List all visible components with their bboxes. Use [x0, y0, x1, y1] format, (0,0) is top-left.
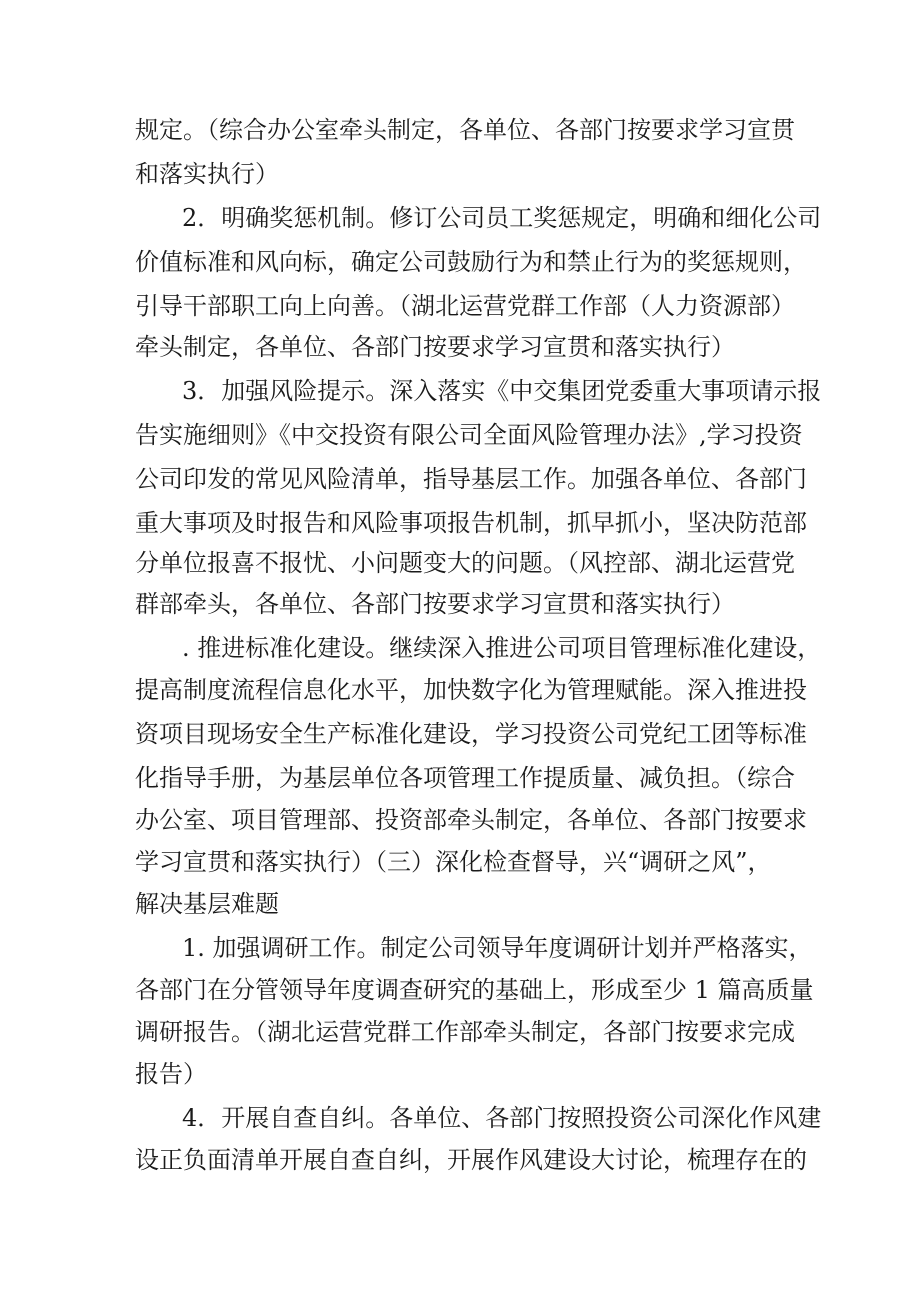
text-line: 牵头制定，各单位、各部门按要求学习宣贯和落实执行）: [135, 333, 735, 361]
text-line: 学习宣贯和落实执行）（三）深化检查督导，兴“调研之风”，: [135, 848, 772, 876]
text-line: 调研报告。（湖北运营党群工作部牵头制定，各部门按要求完成: [135, 1018, 795, 1046]
text-line: 资项目现场安全生产标准化建设，学习投资公司党纪工团等标准: [135, 720, 807, 748]
text-line: 分单位报喜不报忧、小问题变大的问题。（风控部、湖北运营党: [135, 549, 795, 577]
text-line: 2．明确奖惩机制。修订公司员工奖惩规定，明确和细化公司: [182, 204, 822, 232]
text-line: 报告）: [135, 1060, 207, 1088]
text-line: 提高制度流程信息化水平，加快数字化为管理赋能。深入推进投: [135, 676, 807, 704]
text-line: 4．开展自查自纠。各单位、各部门按照投资公司深化作风建: [182, 1104, 822, 1132]
text-line: 引导干部职工向上向善。（湖北运营党群工作部（人力资源部）: [135, 292, 795, 320]
text-line: 各部门在分管领导年度调查研究的基础上，形成至少 1 篇高质量: [135, 976, 814, 1004]
text-line: 告实施细则》《中交投资有限公司全面风险管理办法》,学习投资: [135, 421, 803, 449]
text-line: 价值标准和风向标，确定公司鼓励行为和禁止行为的奖惩规则，: [135, 248, 807, 276]
text-line: 设正负面清单开展自查自纠，开展作风建设大讨论，梳理存在的: [135, 1146, 807, 1174]
text-line: 公司印发的常见风险清单，指导基层工作。加强各单位、各部门: [135, 465, 807, 493]
text-line: 和落实执行）: [135, 160, 279, 188]
text-line: 群部牵头，各单位、各部门按要求学习宣贯和落实执行）: [135, 590, 735, 618]
text-line: . 推进标准化建设。继续深入推进公司项目管理标准化建设，: [182, 634, 822, 662]
text-line: 重大事项及时报告和风险事项报告机制，抓早抓小，坚决防范部: [135, 509, 807, 537]
text-line: 1. 加强调研工作。制定公司领导年度调研计划并严格落实，: [182, 934, 813, 962]
text-line: 3．加强风险提示。深入落实《中交集团党委重大事项请示报: [182, 377, 822, 405]
text-line: 办公室、项目管理部、投资部牵头制定，各单位、各部门按要求: [135, 806, 807, 834]
text-line: 化指导手册，为基层单位各项管理工作提质量、减负担。（综合: [135, 764, 795, 792]
text-line: 规定。（综合办公室牵头制定，各单位、各部门按要求学习宣贯: [135, 116, 795, 144]
text-line: 解决基层难题: [135, 890, 279, 918]
